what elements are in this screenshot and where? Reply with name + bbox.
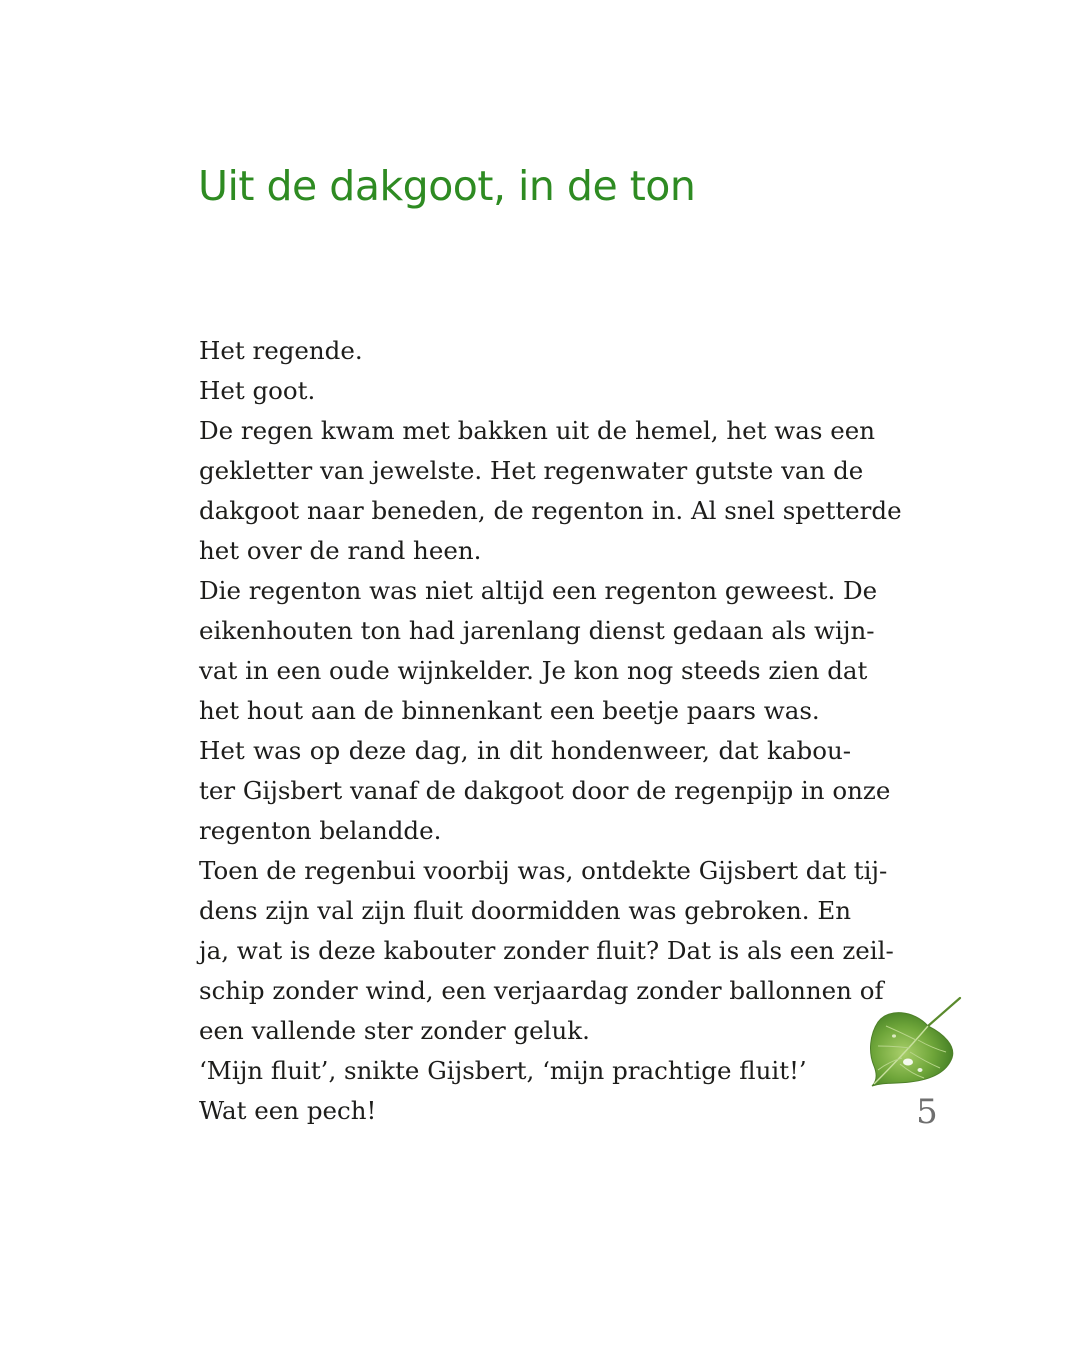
- text-line: een vallende ster zonder geluk.: [199, 1016, 590, 1045]
- text-line: Het regende.: [199, 336, 363, 365]
- text-line: vat in een oude wijnkelder. Je kon nog steeds zien dat: [199, 656, 868, 685]
- text-line: gekletter van jewelste. Het regenwater gutste van de: [199, 456, 864, 485]
- text-line: dakgoot naar beneden, de regenton in. Al snel spetterde: [199, 496, 902, 525]
- text-line: Toen de regenbui voorbij was, ontdekte Gijsbert dat tij-: [199, 856, 888, 885]
- text-line: Die regenton was niet altijd een regenton geweest. De: [199, 576, 878, 605]
- text-line: dens zijn val zijn fluit doormidden was gebroken. En: [199, 896, 851, 925]
- text-line: Het goot.: [199, 376, 316, 405]
- text-line: het hout aan de binnenkant een beetje paars was.: [199, 696, 820, 725]
- text-line: Het was op deze dag, in dit hondenweer, dat kabou-: [199, 736, 851, 765]
- text-line: schip zonder wind, een verjaardag zonder ballonnen of: [199, 976, 884, 1005]
- leaf-icon: [866, 996, 966, 1088]
- text-line: De regen kwam met bakken uit de hemel, het was een: [199, 416, 876, 445]
- chapter-title: Uit de dakgoot, in de ton: [198, 162, 696, 210]
- page-number: 5: [916, 1092, 938, 1132]
- text-line: Wat een pech!: [199, 1096, 377, 1125]
- text-line: ja, wat is deze kabouter zonder fluit? Dat is als een zeil-: [199, 936, 894, 965]
- text-line: ter Gijsbert vanaf de dakgoot door de regenpijp in onze: [199, 776, 891, 805]
- text-line: eikenhouten ton had jarenlang dienst gedaan als wijn-: [199, 616, 875, 645]
- text-line: ‘Mijn fluit’, snikte Gijsbert, ‘mijn prachtige fluit!’: [199, 1056, 807, 1085]
- chapter-body: [199, 331, 902, 1131]
- text-line: het over de rand heen.: [199, 536, 482, 565]
- text-line: regenton belandde.: [199, 816, 442, 845]
